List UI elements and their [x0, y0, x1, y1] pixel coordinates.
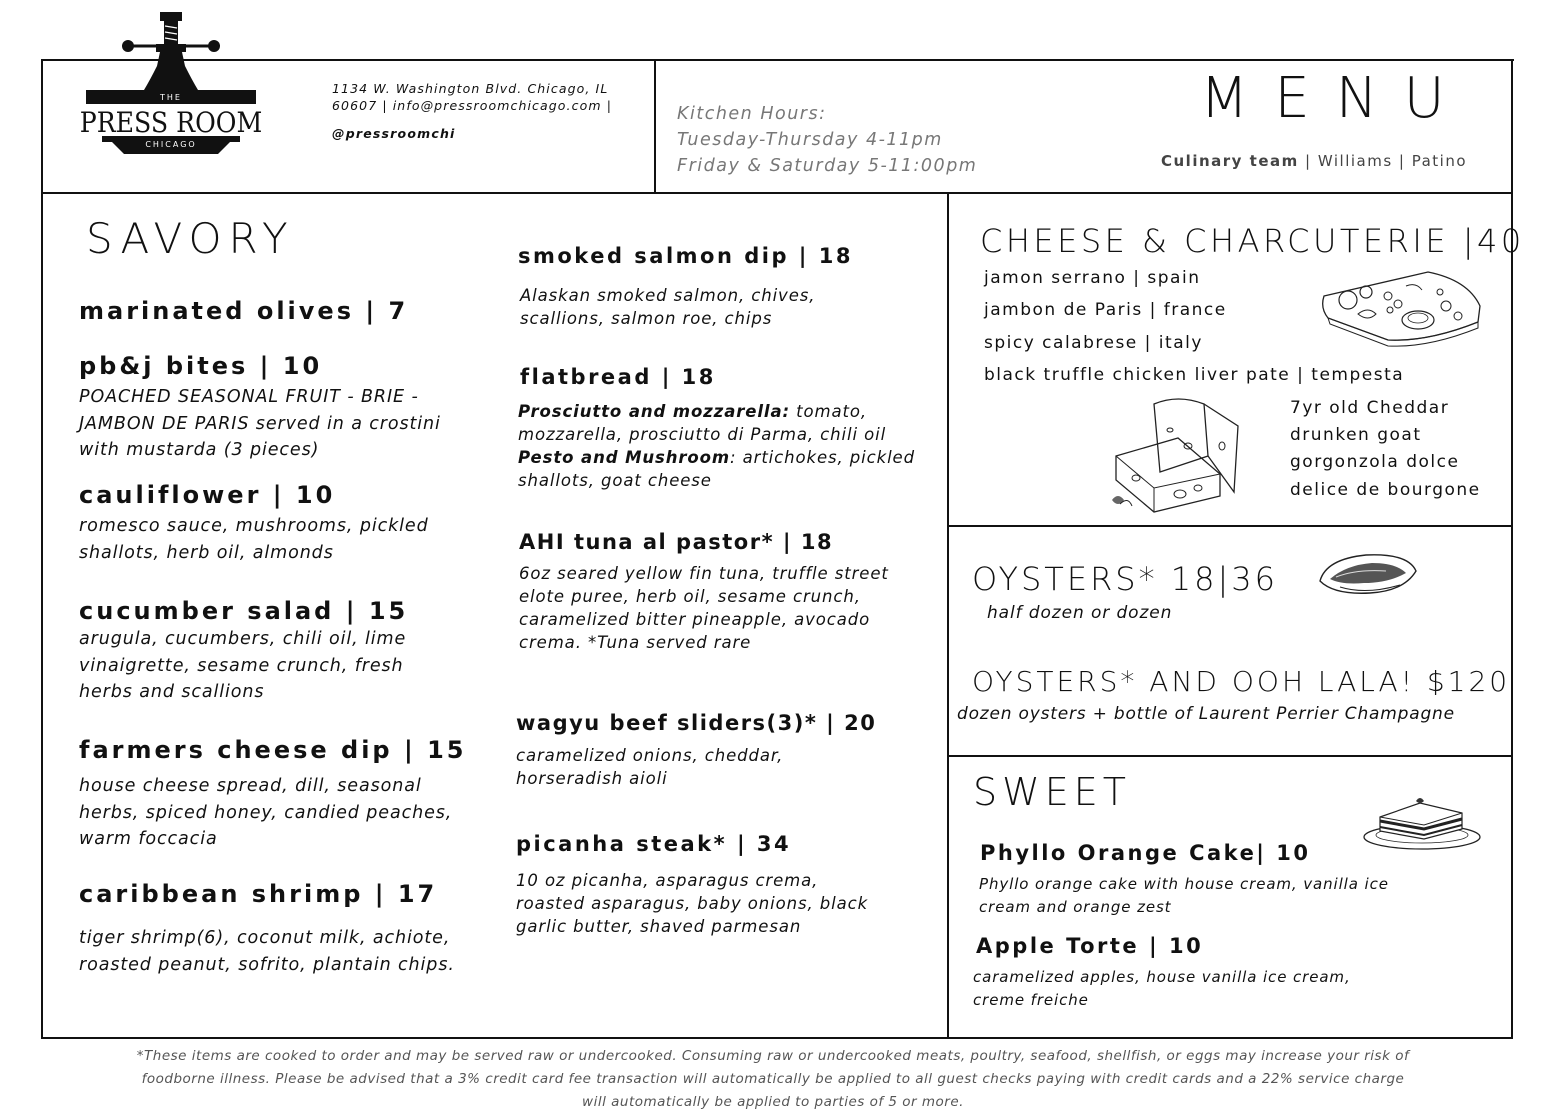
kitchen-hours-weekend: Friday & Saturday 5-11:00pm: [677, 156, 978, 176]
charcuterie-board-icon: [1318, 266, 1486, 346]
oysters-sweet-divider: [948, 755, 1512, 757]
oysters-sub: half dozen or dozen: [987, 603, 1173, 623]
press-room-logo: [68, 8, 274, 158]
marinated-olives-title: marinated olives | 7: [79, 297, 409, 325]
frame-left-line: [41, 59, 43, 1039]
menu-title: MENU: [1200, 66, 1471, 131]
frame-right-line: [1511, 59, 1513, 1039]
logo-name: PRESS ROOM: [79, 106, 263, 139]
oysters-promo-heading: OYSTERS* AND OOH LALA! $120: [972, 665, 1511, 698]
address-line-2: 60607 | info@pressroomchicago.com |: [332, 98, 613, 113]
cheese-wedge-icon: [1108, 396, 1280, 520]
pbj-bites-title: pb&j bites | 10: [79, 352, 323, 380]
farmers-cheese-dip-title: farmers cheese dip | 15: [79, 736, 467, 764]
meat-item: spicy calabrese | italy: [984, 333, 1203, 353]
address-line-1: 1134 W. Washington Blvd. Chicago, IL: [332, 81, 609, 96]
oysters-heading: OYSTERS* 18|36: [972, 560, 1278, 598]
cake-icon: [1362, 795, 1484, 853]
footer-disclaimer: [0, 1045, 1546, 1114]
savory-heading: SAVORY: [86, 214, 295, 263]
cheese-item: gorgonzola dolce: [1290, 452, 1460, 472]
caribbean-shrimp-desc: tiger shrimp(6), coconut milk, achiote, roasted peanut, sofrito, plantain chips.: [79, 928, 455, 975]
pbj-bites-desc: POACHED SEASONAL FRUIT - BRIE - JAMBON DE PARIS served in a crostini with mustarda (3 pieces): [79, 387, 441, 460]
smoked-salmon-dip-title: smoked salmon dip | 18: [518, 244, 854, 268]
cheese-oysters-divider: [948, 525, 1512, 527]
meat-item: jamon serrano | spain: [984, 268, 1201, 288]
cheese-item: 7yr old Cheddar: [1290, 398, 1450, 418]
logo-city: CHICAGO: [145, 140, 197, 149]
culinary-label: Culinary team: [1161, 152, 1299, 170]
smoked-salmon-dip-desc: Alaskan smoked salmon, chives, scallions, salmon roe, chips: [520, 286, 816, 328]
apple-torte-desc: caramelized apples, house vanilla ice cream, creme freiche: [973, 968, 1351, 1009]
oyster-icon: [1316, 551, 1420, 597]
cucumber-salad-desc: arugula, cucumbers, chili oil, lime vinaigrette, sesame crunch, fresh herbs and scallions: [79, 629, 407, 702]
cauliflower-desc: romesco sauce, mushrooms, pickled shallots, herb oil, almonds: [79, 516, 429, 563]
flatbread-option-1-text: tomato, mozzarella, prosciutto di Parma, chili oil: [518, 402, 887, 444]
flatbread-option-1-label: Prosciutto and mozzarella:: [518, 402, 790, 421]
frame-bottom-line: [41, 1037, 1513, 1039]
flatbread-desc: [518, 400, 938, 492]
sweet-heading: SWEET: [973, 770, 1131, 814]
header-divider-line: [42, 192, 1512, 194]
cheese-item: delice de bourgone: [1290, 480, 1481, 500]
wagyu-sliders-desc: caramelized onions, cheddar, horseradish aioli: [516, 746, 784, 788]
kitchen-hours-title: Kitchen Hours:: [677, 104, 827, 124]
flatbread-option-2-text: : artichokes, pickled shallots, goat cheese: [518, 448, 915, 490]
ahi-tuna-desc: 6oz seared yellow fin tuna, truffle street elote puree, herb oil, sesame crunch, caramelized bitter pineapple, avocado crema. *Tuna served rare: [519, 564, 889, 652]
footer-line-2: foodborne illness. Please be advised that a 3% credit card fee transaction will automatically be applied to all guest checks paying with credit cards and a 22% service charge: [141, 1071, 1405, 1087]
cucumber-salad-title: cucumber salad | 15: [79, 597, 409, 625]
flatbread-title: flatbread | 18: [520, 365, 716, 389]
header-vertical-divider: [654, 60, 656, 193]
body-vertical-divider: [947, 193, 949, 1038]
phyllo-orange-cake-desc: Phyllo orange cake with house cream, vanilla ice cream and orange zest: [979, 875, 1389, 916]
picanha-steak-desc: 10 oz picanha, asparagus crema, roasted asparagus, baby onions, black garlic butter, shaved parmesan: [516, 871, 869, 936]
picanha-steak-title: picanha steak* | 34: [516, 832, 792, 856]
caribbean-shrimp-title: caribbean shrimp | 17: [79, 880, 438, 908]
wagyu-sliders-title: wagyu beef sliders(3)* | 20: [516, 711, 877, 735]
ahi-tuna-title: AHI tuna al pastor* | 18: [519, 530, 834, 554]
logo-top-text: THE: [160, 93, 182, 102]
footer-line-3: will automatically be applied to parties of 5 or more.: [582, 1094, 964, 1110]
apple-torte-title: Apple Torte | 10: [976, 934, 1204, 958]
cheese-charcuterie-heading: CHEESE & CHARCUTERIE |40: [980, 222, 1525, 260]
phyllo-orange-cake-title: Phyllo Orange Cake| 10: [980, 841, 1311, 865]
farmers-cheese-dip-desc: house cheese spread, dill, seasonal herbs, spiced honey, candied peaches, warm foccacia: [79, 776, 453, 849]
flatbread-option-2-label: Pesto and Mushroom: [518, 448, 731, 467]
footer-line-1: *These items are cooked to order and may be served raw or undercooked. Consuming raw or undercooked meats, poultry, seafood, shellfish, or eggs may increase your risk of: [136, 1048, 1410, 1064]
cauliflower-title: cauliflower | 10: [79, 481, 336, 509]
meat-item: jambon de Paris | france: [984, 300, 1227, 320]
culinary-team: [1161, 152, 1467, 170]
culinary-names: | Williams | Patino: [1298, 152, 1468, 170]
kitchen-hours-weekday: Tuesday-Thursday 4-11pm: [677, 130, 943, 150]
meat-item: black truffle chicken liver pate | tempesta: [984, 365, 1405, 385]
cheese-item: drunken goat: [1290, 425, 1422, 445]
social-handle[interactable]: @pressroomchi: [332, 126, 456, 141]
oysters-promo-sub: dozen oysters + bottle of Laurent Perrier Champagne: [957, 704, 1455, 724]
